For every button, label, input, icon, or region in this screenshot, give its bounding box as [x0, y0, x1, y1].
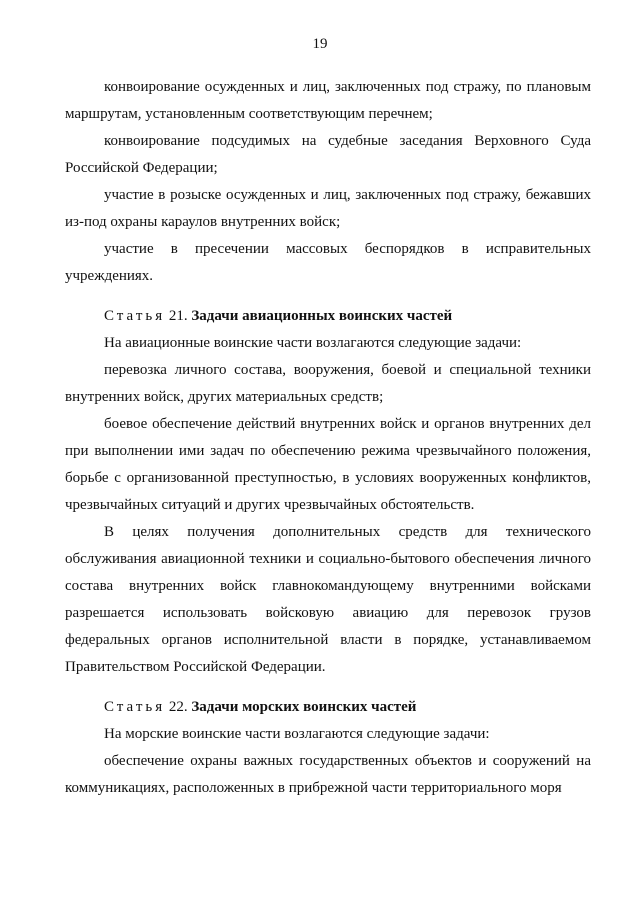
article-label: Статья	[104, 699, 166, 715]
article-22-paragraph: На морские воинские части возлагаются следующие задачи:	[104, 726, 490, 742]
article-21-paragraph: В целях получения дополнительных средств для технического обслуживания авиационной техники и социально-бытового обеспечения личного состава внутренних войск главнокомандующему внутренними войсками разрешается использовать войсковую авиацию для перевозок грузов федеральных органов исполнительной власти в порядке, устанавливаемом Правительством Российской Федерации.	[65, 524, 591, 675]
document-body	[65, 74, 591, 802]
list-item: участие в пресечении массовых беспорядков в исправительных учреждениях.	[65, 241, 591, 284]
list-item: конвоирование осужденных и лиц, заключенных под стражу, по плановым маршрутам, установленным соответствующим перечнем;	[65, 79, 591, 122]
article-21-paragraph: перевозка личного состава, вооружения, боевой и специальной техники внутренних войск, других материальных средств;	[65, 362, 591, 405]
list-item: участие в розыске осужденных и лиц, заключенных под стражу, бежавших из-под охраны караулов внутренних войск;	[65, 187, 591, 230]
article-22-paragraph: обеспечение охраны важных государственных объектов и сооружений на коммуникациях, расположенных в прибрежной части территориального моря	[65, 753, 591, 796]
article-label: Статья	[104, 308, 166, 324]
article-title: Задачи авиационных воинских частей	[191, 308, 453, 324]
article-21-heading	[65, 303, 591, 330]
article-title: Задачи морских воинских частей	[191, 699, 417, 715]
page-number: 19	[312, 36, 328, 52]
article-21-paragraph: боевое обеспечение действий внутренних войск и органов внутренних дел при выполнении ими задач по обеспечению режима чрезвычайного положения, борьбе с организованной преступностью, в условиях вооруженных конфликтов, чрезвычайных ситуаций и других чрезвычайных обстоятельств.	[65, 416, 591, 513]
article-number: 21.	[168, 308, 188, 324]
list-item: конвоирование подсудимых на судебные заседания Верховного Суда Российской Федерации;	[65, 133, 591, 176]
article-22-heading	[65, 694, 591, 721]
article-number: 22.	[168, 699, 188, 715]
article-21-paragraph: На авиационные воинские части возлагаются следующие задачи:	[104, 335, 522, 351]
